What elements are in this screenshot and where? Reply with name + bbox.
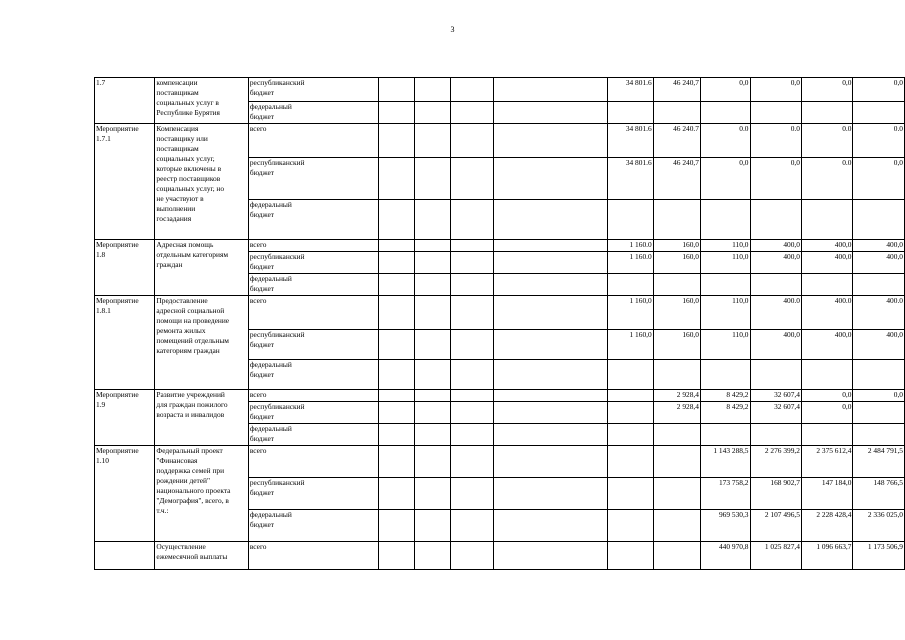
table-cell xyxy=(378,446,414,478)
table-cell xyxy=(378,240,414,252)
table-cell xyxy=(95,542,155,570)
table-cell: 1 160,0 xyxy=(608,296,653,330)
table-cell xyxy=(493,102,608,124)
table-cell: республиканский бюджет xyxy=(248,402,378,424)
table-cell xyxy=(451,124,493,158)
table-cell xyxy=(608,390,653,402)
table-cell xyxy=(801,200,852,240)
table-cell xyxy=(608,510,653,542)
table-row xyxy=(95,124,905,158)
table-cell: 400,0 xyxy=(853,330,905,360)
table-cell xyxy=(608,360,653,390)
table-cell: 0,0 xyxy=(750,158,801,200)
table-cell xyxy=(608,274,653,296)
table-cell xyxy=(653,102,700,124)
table-cell xyxy=(608,446,653,478)
table-cell: Мероприятие 1.8 xyxy=(95,240,155,296)
table-cell: 32 607,4 xyxy=(750,390,801,402)
table-cell xyxy=(608,542,653,570)
table-cell: 400,0 xyxy=(801,252,852,274)
table-cell xyxy=(653,510,700,542)
table-cell xyxy=(451,200,493,240)
table-cell: 0,0 xyxy=(700,78,750,102)
table-cell xyxy=(451,330,493,360)
table-cell xyxy=(451,240,493,252)
table-cell: Развитие учреждений для граждан пожилого возраста и инвалидов xyxy=(155,390,248,446)
table-cell xyxy=(414,542,451,570)
table-cell: всего xyxy=(248,446,378,478)
table-row xyxy=(95,296,905,330)
table-cell xyxy=(451,274,493,296)
table-cell: 2 484 791,5 xyxy=(853,446,905,478)
table-cell xyxy=(451,102,493,124)
table-row xyxy=(95,78,905,102)
table-cell: Компенсация поставщику или поставщикам социальных услуг, которые включены в реестр поставщиков социальных услуг, но не участвуют в выполнении госзадания xyxy=(155,124,248,240)
table-cell xyxy=(493,360,608,390)
table-cell: 147 184,0 xyxy=(801,478,852,510)
table-cell: республиканский бюджет xyxy=(248,330,378,360)
table-cell: 1 096 663,7 xyxy=(801,542,852,570)
table-cell: 400,0 xyxy=(853,252,905,274)
table-cell xyxy=(451,360,493,390)
table-cell xyxy=(493,446,608,478)
table-cell: 400,0 xyxy=(750,330,801,360)
table-cell xyxy=(451,78,493,102)
table-cell: 110,0 xyxy=(700,252,750,274)
table-cell xyxy=(700,360,750,390)
table-row xyxy=(95,240,905,252)
table-cell xyxy=(853,274,905,296)
table-cell: Мероприятие 1.7.1 xyxy=(95,124,155,240)
table-row xyxy=(95,390,905,402)
table-cell xyxy=(493,330,608,360)
table-cell: 0.0 xyxy=(801,124,852,158)
table-cell: федеральный бюджет xyxy=(248,102,378,124)
table-cell xyxy=(493,124,608,158)
table-cell: всего xyxy=(248,124,378,158)
table-cell xyxy=(853,200,905,240)
table-cell: 0,0 xyxy=(801,402,852,424)
table-cell xyxy=(750,200,801,240)
table-cell: 2 928,4 xyxy=(653,402,700,424)
table-cell: 400,0 xyxy=(750,252,801,274)
table-cell: 1 160,0 xyxy=(608,330,653,360)
table-cell xyxy=(801,102,852,124)
table-cell: всего xyxy=(248,296,378,330)
table-cell xyxy=(750,274,801,296)
table-row xyxy=(95,542,905,570)
table-cell xyxy=(414,78,451,102)
table-cell: 0,0 xyxy=(801,390,852,402)
table-cell xyxy=(378,200,414,240)
table-cell xyxy=(493,296,608,330)
table-cell xyxy=(608,200,653,240)
table-cell: Мероприятие 1.10 xyxy=(95,446,155,542)
table-cell: 34 801.6 xyxy=(608,78,653,102)
table-cell: 1 160.0 xyxy=(608,252,653,274)
table-cell: 110,0 xyxy=(700,240,750,252)
table-cell: 400,0 xyxy=(801,330,852,360)
table-cell xyxy=(414,360,451,390)
table-cell xyxy=(414,124,451,158)
table-cell: республиканский бюджет xyxy=(248,252,378,274)
table-cell xyxy=(378,478,414,510)
table-cell: 46 240,7 xyxy=(653,78,700,102)
table-cell xyxy=(378,360,414,390)
table-cell: 160,0 xyxy=(653,240,700,252)
table-cell xyxy=(653,446,700,478)
table-cell xyxy=(608,402,653,424)
table-cell: 0.0 xyxy=(700,124,750,158)
table-cell: 2 375 612,4 xyxy=(801,446,852,478)
table-cell xyxy=(378,158,414,200)
table-cell xyxy=(700,424,750,446)
table-cell: 160,0 xyxy=(653,330,700,360)
table-cell: 2 276 399,2 xyxy=(750,446,801,478)
table-cell xyxy=(750,424,801,446)
table-cell: 173 758,2 xyxy=(700,478,750,510)
table-cell: 0.0 xyxy=(853,124,905,158)
table-cell: 2 228 428,4 xyxy=(801,510,852,542)
table-cell xyxy=(493,158,608,200)
table-cell xyxy=(451,478,493,510)
table-cell: 400,0 xyxy=(853,240,905,252)
table-cell xyxy=(853,402,905,424)
table-cell xyxy=(750,102,801,124)
table-cell: федеральный бюджет xyxy=(248,274,378,296)
table-cell xyxy=(493,390,608,402)
table-cell: 0.0 xyxy=(750,124,801,158)
table-cell xyxy=(378,274,414,296)
table-cell: республиканский бюджет xyxy=(248,478,378,510)
table-cell: 0.0 xyxy=(801,158,852,200)
table-cell xyxy=(451,296,493,330)
table-cell: 46 240,7 xyxy=(653,158,700,200)
table-cell: 1 025 827,4 xyxy=(750,542,801,570)
table-cell xyxy=(653,542,700,570)
table-cell: 110,0 xyxy=(700,296,750,330)
table-cell xyxy=(700,200,750,240)
table-cell xyxy=(653,200,700,240)
table-cell xyxy=(750,360,801,390)
table-cell: 34 801.6 xyxy=(608,158,653,200)
table-cell xyxy=(653,360,700,390)
table-cell xyxy=(414,296,451,330)
table-cell: 1 173 506,9 xyxy=(853,542,905,570)
table-cell xyxy=(493,424,608,446)
table-cell: 160,0 xyxy=(653,252,700,274)
table-cell xyxy=(414,446,451,478)
table-cell xyxy=(451,424,493,446)
table-cell xyxy=(378,330,414,360)
table-cell: 1 143 288,5 xyxy=(700,446,750,478)
table-cell: 400,0 xyxy=(750,240,801,252)
table-cell xyxy=(378,510,414,542)
table-cell: 160,0 xyxy=(653,296,700,330)
table-cell: 0,0 xyxy=(853,158,905,200)
table-cell: федеральный бюджет xyxy=(248,360,378,390)
table-cell xyxy=(414,252,451,274)
table-cell xyxy=(414,478,451,510)
page-number: 3 xyxy=(450,25,455,34)
table-cell: Адресная помощь отдельным категориям граждан xyxy=(155,240,248,296)
table-cell xyxy=(493,200,608,240)
table-cell: 32 607,4 xyxy=(750,402,801,424)
table-cell: всего xyxy=(248,542,378,570)
table-cell: компенсации поставщикам социальных услуг в Республике Бурятия xyxy=(155,78,248,124)
table-cell xyxy=(700,274,750,296)
table-cell xyxy=(493,274,608,296)
table-cell: республиканский бюджет xyxy=(248,78,378,102)
table-cell xyxy=(451,510,493,542)
table-cell xyxy=(378,78,414,102)
table-cell: Мероприятие 1.9 xyxy=(95,390,155,446)
table-cell: 440 970,8 xyxy=(700,542,750,570)
table-cell xyxy=(493,252,608,274)
table-cell xyxy=(414,274,451,296)
table-cell: всего xyxy=(248,390,378,402)
table-cell: 400.0 xyxy=(750,296,801,330)
table-cell: Федеральный проект "Финансовая поддержка семей при рождении детей" национального проекта "Демография", всего, в т.ч.: xyxy=(155,446,248,542)
table-cell xyxy=(414,510,451,542)
table-cell xyxy=(378,124,414,158)
table-cell: 148 766,5 xyxy=(853,478,905,510)
table-cell xyxy=(493,240,608,252)
budget-table xyxy=(94,77,905,570)
table-cell xyxy=(378,424,414,446)
table-cell xyxy=(653,424,700,446)
table-cell xyxy=(451,252,493,274)
table-cell xyxy=(451,390,493,402)
table-cell: 400.0 xyxy=(801,296,852,330)
table-cell xyxy=(493,402,608,424)
table-cell xyxy=(414,390,451,402)
table-cell xyxy=(414,402,451,424)
table-cell xyxy=(378,102,414,124)
table-cell xyxy=(801,424,852,446)
table-cell xyxy=(378,390,414,402)
table-cell xyxy=(493,510,608,542)
table-cell: 0,0 xyxy=(853,390,905,402)
table-cell: 400.0 xyxy=(853,296,905,330)
table-cell xyxy=(608,478,653,510)
table-cell xyxy=(414,424,451,446)
table-cell xyxy=(378,402,414,424)
table-cell xyxy=(414,240,451,252)
table-cell xyxy=(653,274,700,296)
table-cell xyxy=(414,330,451,360)
table-cell: 0,0 xyxy=(853,78,905,102)
table-cell xyxy=(853,360,905,390)
table-cell xyxy=(493,478,608,510)
table-cell: 1 160.0 xyxy=(608,240,653,252)
table-cell xyxy=(414,102,451,124)
table-cell xyxy=(700,102,750,124)
table-cell: 2 336 025,0 xyxy=(853,510,905,542)
table-cell: 0,0 xyxy=(750,78,801,102)
table-row xyxy=(95,446,905,478)
table-cell xyxy=(653,478,700,510)
table-cell xyxy=(608,424,653,446)
table-cell: Мероприятие 1.8.1 xyxy=(95,296,155,390)
table-cell: 969 530,3 xyxy=(700,510,750,542)
table-cell: 168 902,7 xyxy=(750,478,801,510)
table-cell xyxy=(378,252,414,274)
table-cell xyxy=(608,102,653,124)
table-cell xyxy=(801,360,852,390)
table-cell xyxy=(493,78,608,102)
table-cell xyxy=(493,542,608,570)
table-cell: 1.7 xyxy=(95,78,155,124)
table-cell: 110,0 xyxy=(700,330,750,360)
table-cell: республиканский бюджет xyxy=(248,158,378,200)
table-cell xyxy=(414,158,451,200)
table-cell: Предоставление адресной социальной помощи на проведение ремонта жилых помещений отдельным категориям граждан xyxy=(155,296,248,390)
table-cell: 0,0 xyxy=(801,78,852,102)
table-cell: 46 240.7 xyxy=(653,124,700,158)
table-cell: федеральный бюджет xyxy=(248,200,378,240)
table-cell xyxy=(451,542,493,570)
table-cell xyxy=(378,542,414,570)
table-cell: 400,0 xyxy=(801,240,852,252)
table-cell xyxy=(451,446,493,478)
table-cell xyxy=(378,296,414,330)
table-cell xyxy=(853,102,905,124)
table-cell xyxy=(414,200,451,240)
table-cell: 0,0 xyxy=(700,158,750,200)
table-cell: 34 801.6 xyxy=(608,124,653,158)
table-cell xyxy=(451,402,493,424)
table-cell: 8 429,2 xyxy=(700,402,750,424)
table-cell: всего xyxy=(248,240,378,252)
table-cell xyxy=(853,424,905,446)
table-cell: Осуществление ежемесячной выплаты xyxy=(155,542,248,570)
table-cell: федеральный бюджет xyxy=(248,424,378,446)
table-cell: 2 928,4 xyxy=(653,390,700,402)
table-cell xyxy=(801,274,852,296)
table-cell: 8 429,2 xyxy=(700,390,750,402)
table-cell: федеральный бюджет xyxy=(248,510,378,542)
table-cell xyxy=(451,158,493,200)
table-cell: 2 107 496,5 xyxy=(750,510,801,542)
